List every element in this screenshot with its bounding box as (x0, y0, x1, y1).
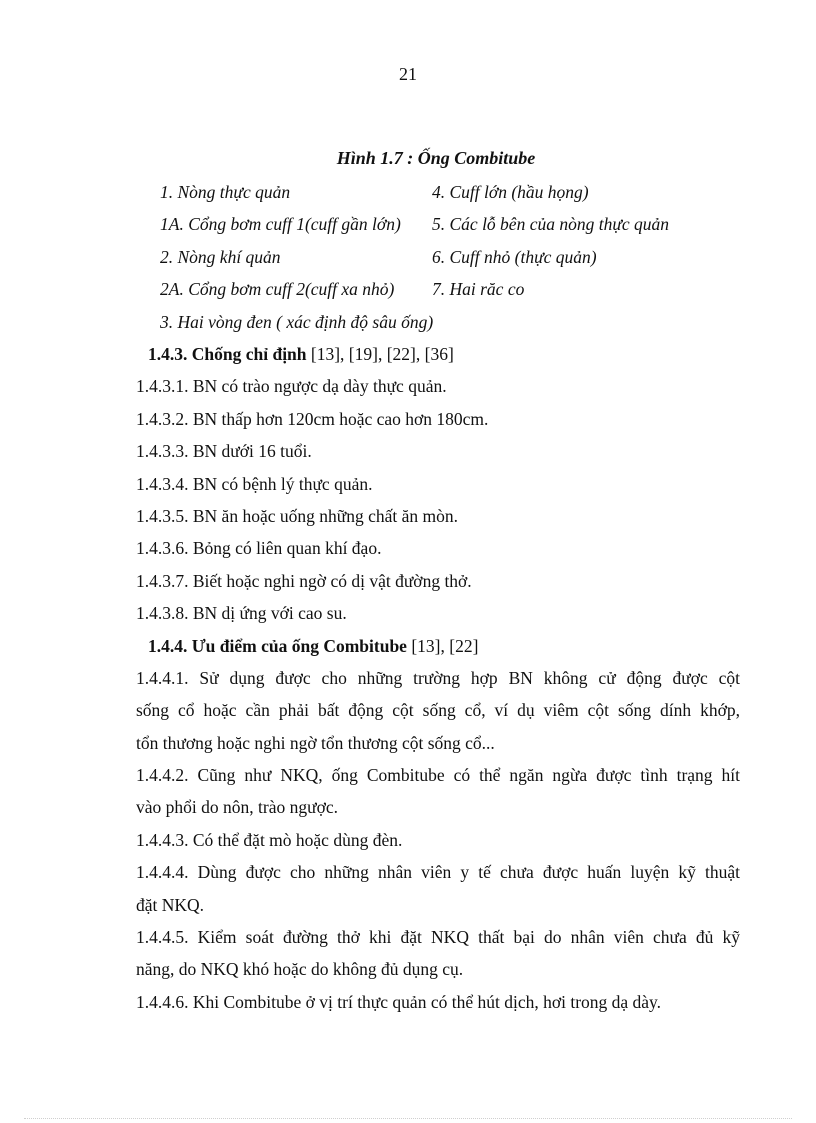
advantage-item (136, 921, 740, 986)
section-heading-contraindications (136, 338, 740, 370)
document-body (136, 338, 740, 1018)
advantage-item (136, 824, 740, 856)
paragraph-line: 1.4.4.4. Dùng được cho những nhân viên y tế chưa được huấn luyện kỹ thuật (136, 862, 740, 883)
advantage-item (136, 662, 740, 759)
legend-item: 1A. Cổng bơm cuff 1(cuff gần lớn) (160, 214, 401, 235)
heading-references: [13], [22] (406, 635, 479, 656)
paragraph-line: 1.4.4.2. Cũng như NKQ, ống Combitube có thể ngăn ngừa được tình trạng hít (136, 765, 740, 786)
paragraph-line: 1.4.4.1. Sử dụng được cho những trường hợp BN không cử động được cột (136, 667, 740, 688)
advantage-item (136, 759, 740, 824)
paragraph-line: đặt NKQ. (136, 894, 205, 915)
advantage-item (136, 856, 740, 921)
contraindication-item: 1.4.3.1. BN có trào ngược dạ dày thực quản. (136, 376, 447, 397)
paragraph-line: 1.4.4.6. Khi Combitube ở vị trí thực quản có thể hút dịch, hơi trong dạ dày. (136, 991, 662, 1012)
paragraph-line: năng, do NKQ khó hoặc do không đủ dụng cụ. (136, 959, 464, 980)
legend-item: 3. Hai vòng đen ( xác định độ sâu ống) (160, 311, 434, 332)
legend-item: 1. Nòng thực quản (160, 182, 291, 202)
paragraph-line: vào phổi do nôn, trào ngược. (136, 797, 338, 818)
legend-item: 7. Hai răc co (432, 279, 525, 300)
contraindication-item: 1.4.3.6. Bỏng có liên quan khí đạo. (136, 538, 382, 559)
legend-item: 5. Các lỗ bên của nòng thực quản (432, 214, 670, 235)
paragraph-line: sống cổ hoặc cần phải bất động cột sống cổ, ví dụ viêm cột sống dính khớp, (136, 700, 740, 721)
legend-item: 6. Cuff nhỏ (thực quản) (432, 246, 597, 267)
contraindication-item: 1.4.3.2. BN thấp hơn 120cm hoặc cao hơn 180cm. (136, 408, 489, 429)
paragraph-line: 1.4.4.5. Kiểm soát đường thở khi đặt NKQ thất bại do nhân viên chưa đủ kỹ (136, 927, 740, 948)
contraindication-item: 1.4.3.7. Biết hoặc nghi ngờ có dị vật đường thở. (136, 570, 472, 591)
heading-title: 1.4.3. Chống chỉ định (148, 344, 307, 364)
page-bottom-divider (24, 1118, 792, 1119)
contraindication-item: 1.4.3.8. BN dị ứng với cao su. (136, 603, 347, 624)
heading-title: 1.4.4. Ưu điểm của ống Combitube (148, 635, 407, 656)
legend-item: 4. Cuff lớn (hầu họng) (432, 182, 589, 202)
section-heading-advantages (136, 630, 740, 662)
contraindication-item: 1.4.3.5. BN ăn hoặc uống những chất ăn mòn. (136, 505, 458, 526)
legend-item: 2A. Cổng bơm cuff 2(cuff xa nhỏ) (160, 279, 395, 300)
paragraph-line: 1.4.4.3. Có thể đặt mò hoặc dùng đèn. (136, 829, 403, 850)
heading-references: [13], [19], [22], [36] (306, 344, 454, 364)
contraindication-item: 1.4.3.3. BN dưới 16 tuổi. (136, 441, 312, 462)
paragraph-line: tổn thương hoặc nghi ngờ tổn thương cột sống cổ... (136, 732, 495, 753)
figure-caption: Hình 1.7 : Ống Combitube (336, 148, 536, 168)
legend-item: 2. Nòng khí quản (160, 246, 281, 267)
page-number: 21 (399, 64, 417, 84)
contraindication-item: 1.4.3.4. BN có bệnh lý thực quản. (136, 473, 373, 494)
advantage-item (136, 986, 740, 1018)
